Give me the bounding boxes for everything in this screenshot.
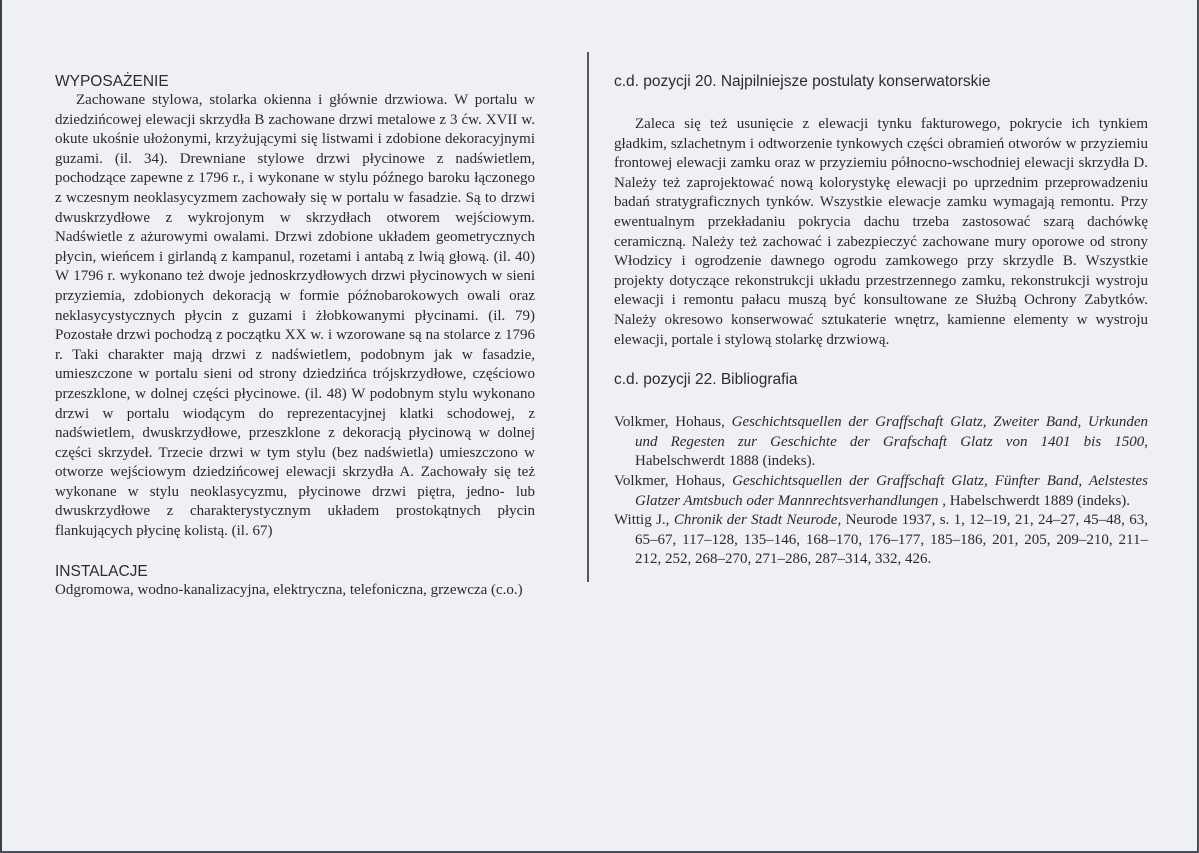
bibliography-entry xyxy=(614,472,1148,511)
section-heading: WYPOSAŻENIE xyxy=(55,73,169,90)
bib-author: Volkmer, Hohaus, xyxy=(614,472,733,489)
bib-details: , Habelschwerdt 1888 (indeks). xyxy=(635,433,1148,470)
bibliography-entry xyxy=(614,413,1148,472)
bib-details: , Neurode 1937, s. 1, 12–19, 21, 24–27, 45–48, 63, 65–67, 117–128, 135–146, 168–170, 176–177, 185–186, 201, 205, 209–210, 211–212, 252, 268–270, 271–286, 287–314, 332, 426. xyxy=(635,512,1149,568)
section-body: Odgromowa, wodno-kanalizacyjna, elektryczna, telefoniczna, grzewcza (c.o.) xyxy=(55,581,523,598)
section-wyposazenie xyxy=(55,72,535,542)
section-postulaty xyxy=(614,72,1148,350)
column-divider xyxy=(587,52,589,582)
section-heading: c.d. pozycji 20. Najpilniejsze postulaty konserwatorskie xyxy=(614,73,991,90)
bibliography-list xyxy=(614,413,1148,570)
bib-title: Geschichtsquellen der Graffschaft Glatz, Zweiter Band, Urkunden und Regesten zur Geschichte der Grafschaft Glatz von 1401 bis 1500 xyxy=(635,414,1148,450)
bib-author: Volkmer, Hohaus, xyxy=(614,414,732,431)
section-heading: INSTALACJE xyxy=(55,562,148,580)
bibliography-entry xyxy=(614,511,1148,570)
right-column xyxy=(614,72,1148,570)
left-column xyxy=(55,72,535,600)
bib-title: Chronik der Stadt Neurode xyxy=(673,512,838,529)
section-body: Zachowane stylowa, stolarka okienna i głównie drzwiowa. W portalu w dziedzińcowej elewacji skrzydła B zachowane drzwi metalowe z 3 ćw. XVII w. okute ukośnie ułożonymi, krzyżującymi się listwami i zdobione dekoracyjnymi guzami. (il. 34). Drewniane stylowe drzwi płycinowe z nadświetlem, pochodzące zapewne z 1796 r., i wykonane w stylu późnego baroku łączonego z wczesnym neoklasycyzmem zachowały się w portalu w fasadzie. Są to drzwi dwuskrzydłowe z wykrojonym w skrzydłach otworem wejściowym. Nadświetle z ażurowymi owalami. Drzwi zdobione układem geometrycznych płycin, wieńcem i girlandą z kampanul, rozetami i antabą z lwią głową. (il. 40) W 1796 r. wykonano też dwoje jednoskrzydłowych drzwi płycinowych w sieni przyziemia, zdobionych dekoracją w formie późnobarokowych owali oraz neklasycystycznych płycin z guzami i żłobkowanymi płycinami. (il. 79) Pozostałe drzwi pochodzą z początku XX w. i wzorowane są na stolarce z 1796 r. Taki charakter mają drzwi z nadświetlem, podobnym jak w fasadzie, umieszczone w portalu sieni od strony dziedzińca trójskrzydłowe, częściowo przeszklone, w dolnej części płycinowe. (il. 48) W podobnym stylu wykonano drzwi w portalu wiodącym do reprezentacyjnej klatki schodowej, z nadświetlem, dwuskrzydłowe, przeszklone z dekoracją płycinową w dolnej części skrzydeł. Trzecie drzwi w tym stylu (bez nadświetla) umieszczono w otworze wejściowym dziedzińcowej elewacji skrzydła A. Zachowały się też wykonane w stylu neoklasycyzmu, płycinowe drzwi piętra, jedno- lub dwuskrzydłowe z charakterystycznym układem prostokątnych płycin flankujących płycinę kolistą. (il. 67) xyxy=(55,92,535,540)
bib-title: Geschichtsquellen der Graffschaft Glatz, Fünfter Band, Aelstestes Glatzer Amtsbuch oder Mannrechtsverhandlungen xyxy=(635,472,1148,509)
section-body: Zaleca się też usunięcie z elewacji tynku fakturowego, pokrycie ich tynkiem gładkim, szlachetnym i odtworzenie tynkowych części obramień otworów w przyziemiu frontowej elewacji zamku oraz w przyziemiu północno-wschodniej elewacji skrzydła D. Należy też zaprojektować nową kolorystykę elewacji po uprzednim przeprowadzeniu badań stratygraficznych tynków. Wszystkie elewacje zamku wymagają remontu. Przy ewentualnym przekładaniu pokrycia dachu trzeba zastosować szarą dachówkę ceramiczną. Należy też zachować i zabezpieczyć zachowane mury oporowe od strony Włodzicy i ogrodzenie dawnego ogrodu zamkowego przy skrzydle B. Wszystkie projekty dotyczące rekonstrukcji układu przestrzennego zamku, rekonstrukcji wystroju elewacji i remontu pałacu muszą być konsultowane ze Służbą Ochrony Zabytków. Należy okresowo konserwować sztukaterie wnętrz, kamienne elementy w wystroju elewacji, portale i stylową stolarkę drzwiową. xyxy=(614,116,1148,348)
section-instalacje xyxy=(55,562,535,601)
section-bibliografia xyxy=(614,370,1148,570)
bib-author: Wittig J., xyxy=(614,512,674,529)
scan-edge-left xyxy=(0,0,2,853)
section-heading: c.d. pozycji 22. Bibliografia xyxy=(614,371,798,389)
bib-details: , Habelschwerdt 1889 (indeks). xyxy=(938,492,1131,509)
